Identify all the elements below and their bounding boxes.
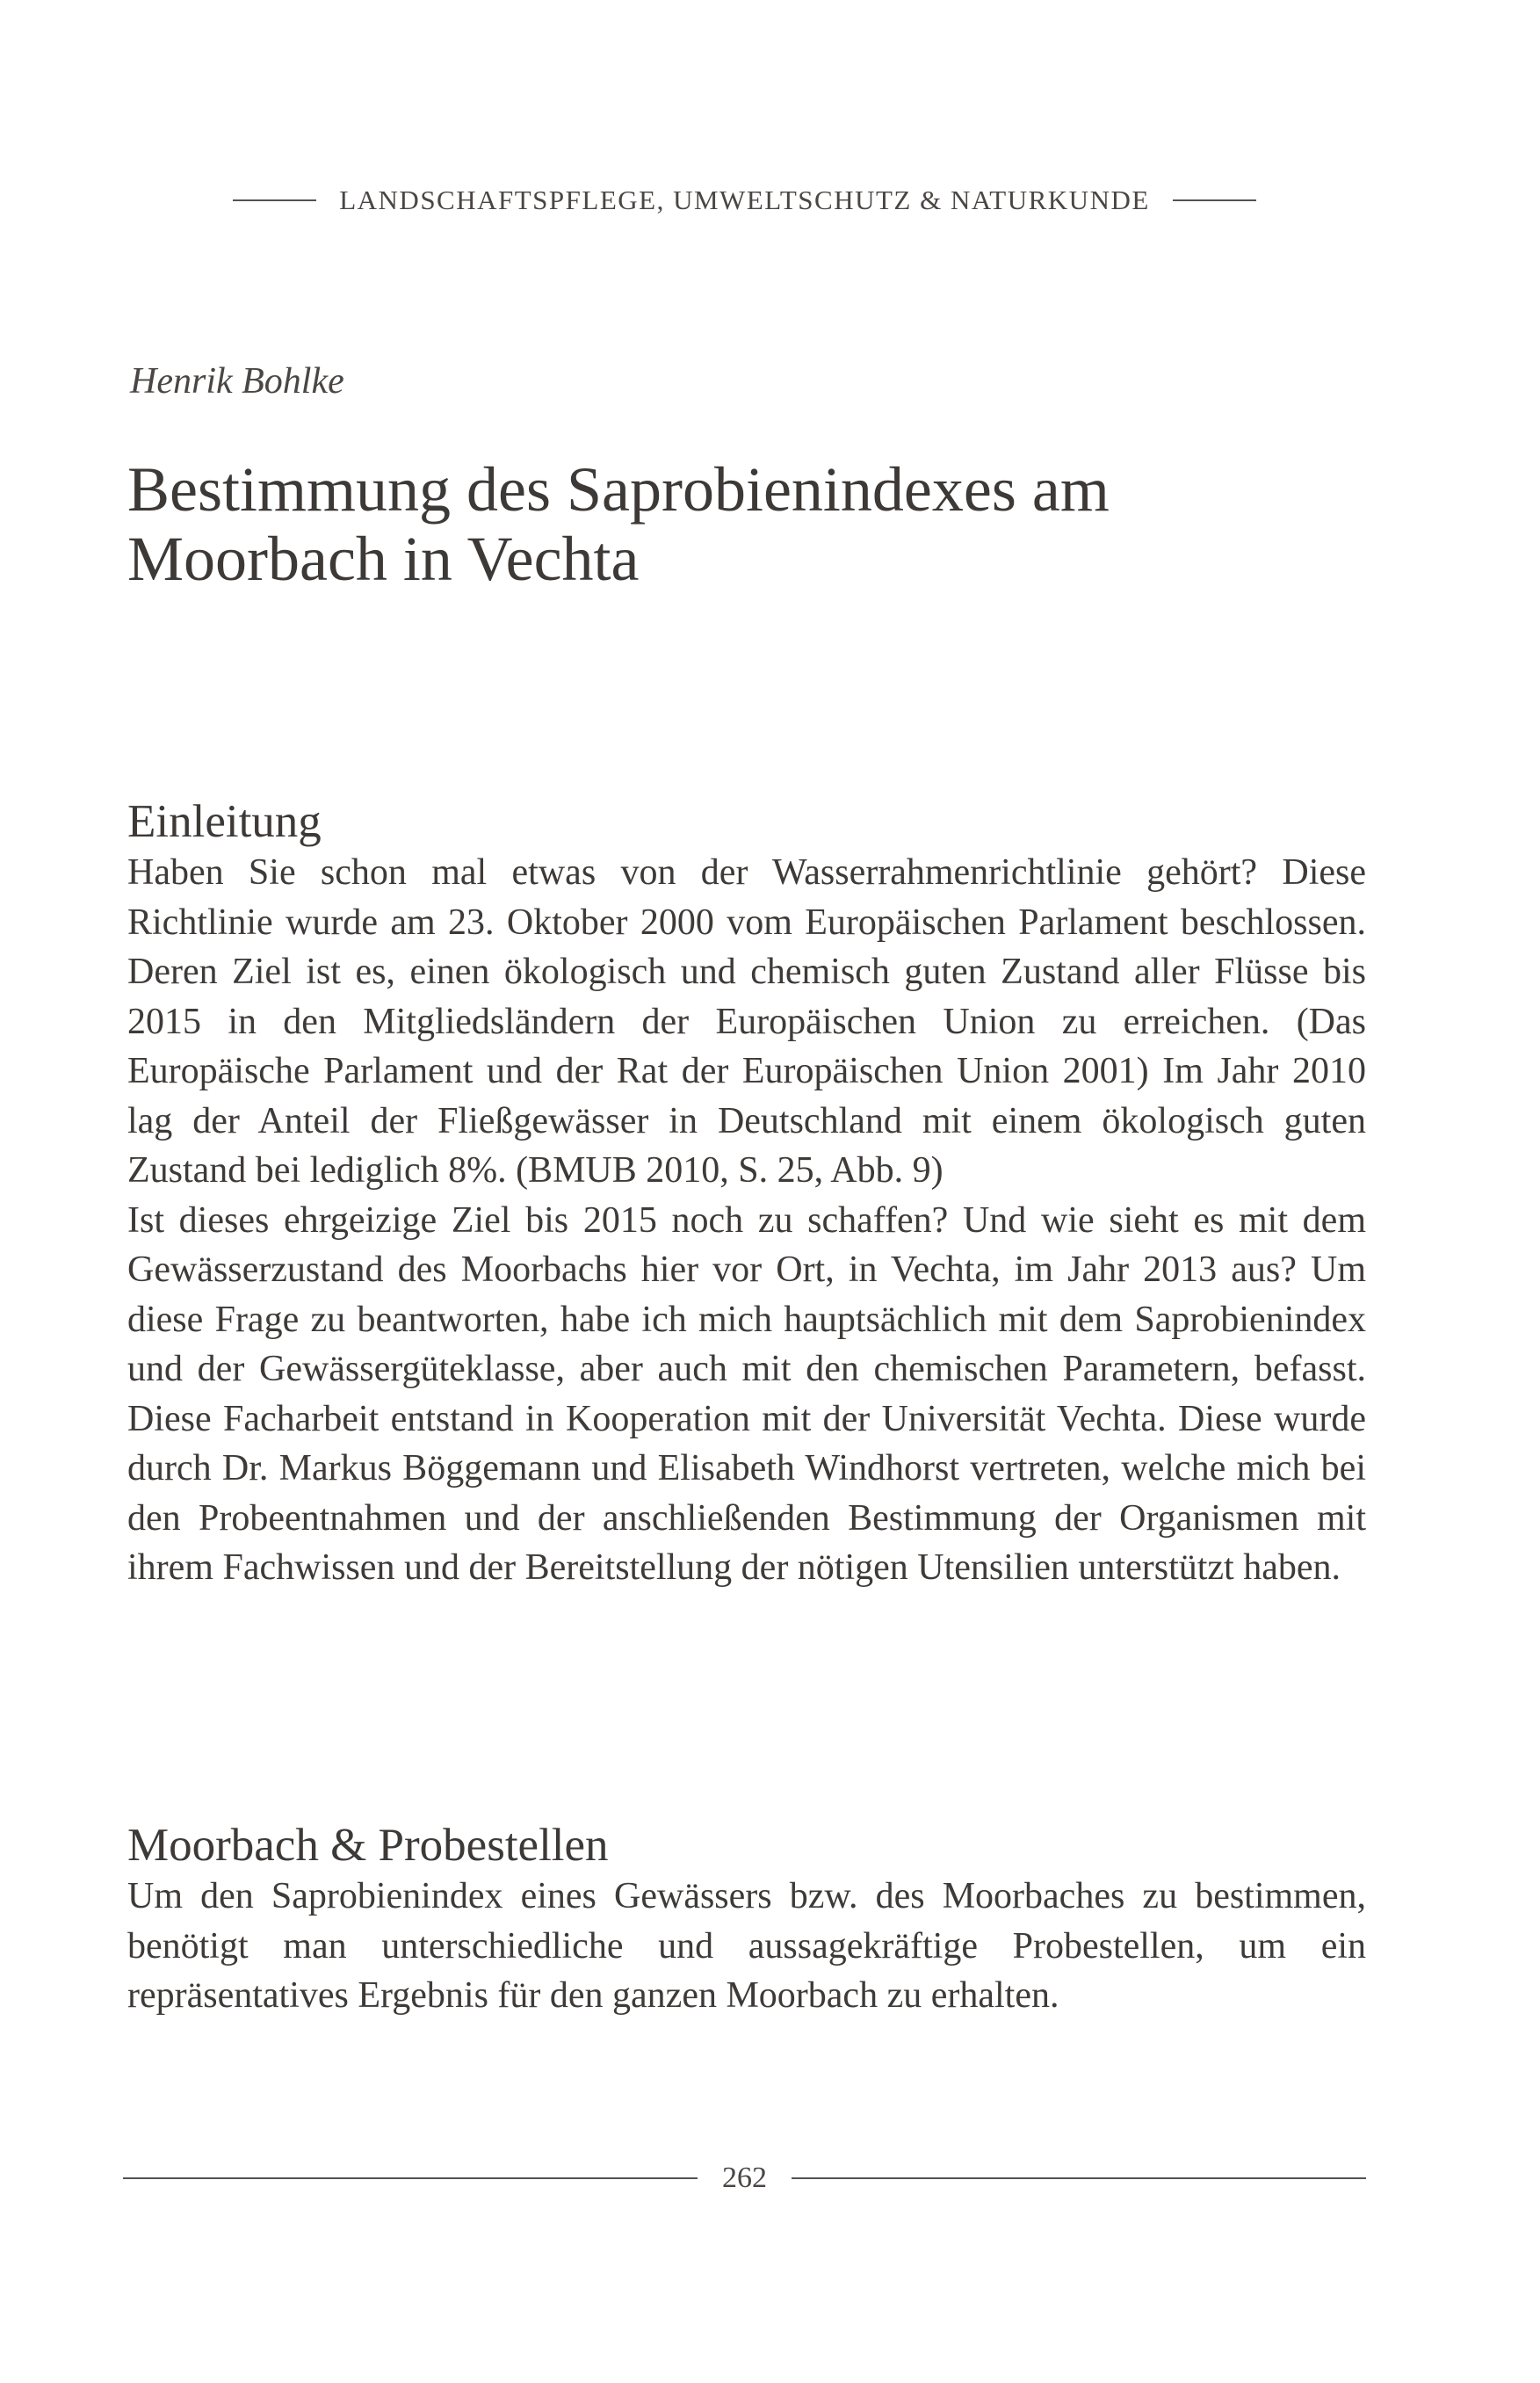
section-einleitung: [127, 795, 1366, 1593]
article-author: Henrik Bohlke: [130, 361, 344, 402]
section-heading: Einleitung: [127, 796, 322, 847]
header-rule-left: [233, 199, 316, 201]
article-title: Bestimmung des Saprobienindexes am Moorbach in Vechta: [127, 454, 1110, 595]
section-moorbach-probestellen: [127, 1819, 1366, 2021]
footer-rule-right: [792, 2177, 1366, 2179]
running-header: [123, 185, 1366, 216]
paragraph: Ist dieses ehrgeizige Ziel bis 2015 noch zu schaffen? Und wie sieht es mit dem Gewässerzustand des Moorbachs hier vor Ort, in Vechta, im Jahr 2013 aus? Um diese Frage zu beantworten, habe ich mich hauptsächlich mit dem Saprobienindex und der Gewässergüteklasse, aber auch mit den chemischen Parametern, befasst. Diese Facharbeit entstand in Kooperation mit der Universität Vechta. Diese wurde durch Dr. Markus Böggemann und Elisabeth Windhorst vertreten, welche mich bei den Probeentnahmen und der anschließenden Bestimmung der Organismen mit ihrem Fachwissen und der Bereitstellung der nötigen Utensilien unterstützt haben.: [127, 1199, 1366, 1588]
page-number: 262: [722, 2162, 767, 2194]
running-title: LANDSCHAFTSPFLEGE, UMWELTSCHUTZ & NATURKUNDE: [339, 185, 1150, 215]
header-rule-right: [1173, 199, 1256, 201]
paragraph: Haben Sie schon mal etwas von der Wasserrahmenrichtlinie gehört? Diese Richtlinie wurde am 23. Oktober 2000 vom Europäischen Parlament beschlossen. Deren Ziel ist es, einen ökologisch und chemisch guten Zustand aller Flüsse bis 2015 in den Mitgliedsländern der Europäischen Union zu erreichen. (Das Europäische Parlament und der Rat der Europäischen Union 2001) Im Jahr 2010 lag der Anteil der Fließgewässer in Deutschland mit einem ökologisch guten Zustand bei lediglich 8%. (BMUB 2010, S. 25, Abb. 9): [127, 852, 1366, 1191]
paragraph: Um den Saprobienindex eines Gewässers bzw. des Moorbaches zu bestimmen, benötigt man unterschiedliche und aussagekräftige Probestellen, um ein repräsentatives Ergebnis für den ganzen Moorbach zu erhalten.: [127, 1876, 1366, 2016]
page-footer: [123, 2162, 1366, 2195]
section-heading: Moorbach & Probestellen: [127, 1820, 609, 1871]
footer-rule-left: [123, 2177, 698, 2179]
